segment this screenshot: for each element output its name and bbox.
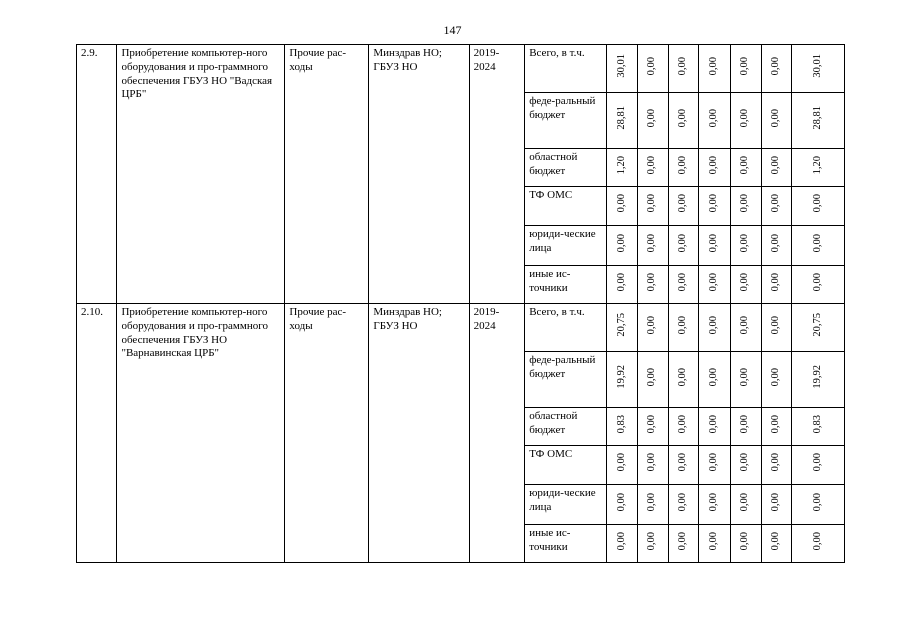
value-text: 30,01	[615, 54, 627, 78]
funding-source: ТФ ОМС	[525, 446, 607, 485]
value-text: 0,00	[770, 272, 782, 292]
value-cell	[699, 525, 730, 563]
value-text: 0,00	[811, 194, 823, 213]
value-text: 1,20	[811, 155, 823, 175]
value-text: 0,00	[646, 108, 658, 128]
value-cell	[699, 149, 730, 187]
total-value-cell	[792, 266, 845, 304]
value-text: 0,00	[770, 492, 782, 512]
total-value-cell	[792, 187, 845, 226]
value-text: 0,00	[615, 492, 627, 512]
value-text: 0,00	[708, 315, 720, 335]
value-cell	[668, 266, 698, 304]
value-text: 0,00	[615, 233, 627, 253]
value-cell	[699, 266, 730, 304]
period: 2019-2024	[469, 45, 525, 304]
funding-source: Всего, в т.ч.	[525, 45, 607, 93]
value-cell	[637, 266, 668, 304]
value-text: 0,00	[739, 367, 751, 387]
value-text: 0,00	[770, 56, 782, 76]
total-value-cell	[792, 446, 845, 485]
funding-source: областной бюджет	[525, 408, 607, 446]
value-text: 0,00	[708, 367, 720, 387]
value-cell	[607, 446, 637, 485]
total-value-cell	[792, 149, 845, 187]
total-value-cell	[792, 525, 845, 563]
value-text: 0,00	[811, 272, 823, 292]
value-cell	[637, 525, 668, 563]
value-cell	[637, 149, 668, 187]
value-cell	[668, 45, 698, 93]
value-text: 0,00	[770, 233, 782, 253]
value-cell	[668, 187, 698, 226]
value-cell	[730, 304, 761, 352]
value-cell	[668, 408, 698, 446]
value-text: 0,00	[646, 492, 658, 512]
value-cell	[607, 45, 637, 93]
value-text: 0,00	[677, 367, 689, 387]
value-text: 0,00	[739, 531, 751, 551]
value-text: 0,00	[708, 453, 720, 472]
value-cell	[637, 408, 668, 446]
value-cell	[607, 485, 637, 525]
value-cell	[730, 408, 761, 446]
value-text: 0,00	[770, 194, 782, 213]
value-text: 28,81	[811, 106, 823, 130]
value-text: 0,00	[677, 492, 689, 512]
value-cell	[761, 187, 791, 226]
value-cell	[761, 93, 791, 149]
period: 2019-2024	[469, 304, 525, 563]
value-text: 0,00	[708, 108, 720, 128]
value-text: 0,00	[646, 272, 658, 292]
value-text: 20,75	[811, 313, 823, 337]
value-cell	[607, 226, 637, 266]
value-text: 0,00	[646, 155, 658, 175]
value-cell	[607, 525, 637, 563]
value-cell	[761, 45, 791, 93]
value-cell	[730, 446, 761, 485]
value-cell	[730, 226, 761, 266]
value-cell	[607, 266, 637, 304]
value-cell	[699, 446, 730, 485]
value-cell	[668, 226, 698, 266]
value-cell	[607, 93, 637, 149]
value-text: 0,00	[739, 315, 751, 335]
value-text: 0,00	[708, 155, 720, 175]
value-text: 0,00	[677, 272, 689, 292]
value-text: 0,00	[646, 56, 658, 76]
value-cell	[761, 304, 791, 352]
value-cell	[637, 304, 668, 352]
value-cell	[730, 187, 761, 226]
value-cell	[761, 266, 791, 304]
value-text: 0,00	[770, 531, 782, 551]
value-text: 0,00	[677, 315, 689, 335]
value-text: 0,00	[615, 531, 627, 551]
value-text: 1,20	[615, 155, 627, 175]
value-cell	[699, 187, 730, 226]
value-cell	[668, 352, 698, 408]
value-cell	[668, 446, 698, 485]
table-row	[77, 45, 845, 93]
value-cell	[699, 304, 730, 352]
value-cell	[637, 187, 668, 226]
value-cell	[730, 149, 761, 187]
budget-table	[76, 44, 845, 563]
value-cell	[607, 149, 637, 187]
value-text: 0,00	[677, 531, 689, 551]
value-text: 0,00	[739, 272, 751, 292]
value-cell	[637, 446, 668, 485]
funding-source: иные ис-точники	[525, 525, 607, 563]
total-value-cell	[792, 304, 845, 352]
value-text: 20,75	[615, 313, 627, 337]
funding-source: юриди-ческие лица	[525, 485, 607, 525]
value-text: 0,00	[646, 233, 658, 253]
value-text: 0,00	[677, 56, 689, 76]
funding-source: Всего, в т.ч.	[525, 304, 607, 352]
value-text: 0,00	[770, 315, 782, 335]
funding-source: областной бюджет	[525, 149, 607, 187]
value-cell	[730, 266, 761, 304]
value-cell	[607, 304, 637, 352]
value-cell	[699, 93, 730, 149]
value-text: 28,81	[615, 106, 627, 130]
total-value-cell	[792, 408, 845, 446]
executor: Минздрав НО; ГБУЗ НО	[369, 45, 469, 304]
value-text: 0,00	[708, 233, 720, 253]
total-value-cell	[792, 45, 845, 93]
value-cell	[761, 149, 791, 187]
section-number: 2.9.	[77, 45, 117, 304]
value-text: 19,92	[615, 365, 627, 389]
value-text: 0,00	[739, 233, 751, 253]
value-cell	[699, 45, 730, 93]
value-cell	[607, 187, 637, 226]
value-cell	[637, 226, 668, 266]
value-text: 0,00	[770, 155, 782, 175]
value-cell	[730, 525, 761, 563]
value-cell	[730, 45, 761, 93]
value-cell	[668, 93, 698, 149]
total-value-cell	[792, 226, 845, 266]
value-text: 0,00	[708, 492, 720, 512]
value-text: 0,00	[615, 453, 627, 472]
value-text: 0,00	[615, 194, 627, 213]
value-text: 0,00	[708, 414, 720, 434]
value-text: 0,00	[739, 194, 751, 213]
value-cell	[761, 408, 791, 446]
value-cell	[699, 352, 730, 408]
value-text: 0,00	[646, 414, 658, 434]
total-value-cell	[792, 352, 845, 408]
value-text: 0,00	[708, 194, 720, 213]
funding-source: феде-ральный бюджет	[525, 93, 607, 149]
value-cell	[668, 485, 698, 525]
value-text: 0,00	[770, 453, 782, 472]
value-text: 0,00	[739, 453, 751, 472]
value-text: 0,00	[739, 492, 751, 512]
section-title: Приобретение компьютер-ного оборудования и про-граммного обеспечения ГБУЗ НО "Вадская ЦРБ"	[117, 45, 285, 304]
expense-type: Прочие рас-ходы	[285, 304, 369, 563]
value-text: 0,00	[739, 56, 751, 76]
value-cell	[761, 485, 791, 525]
value-text: 0,00	[811, 492, 823, 512]
value-cell	[730, 93, 761, 149]
total-value-cell	[792, 485, 845, 525]
value-text: 0,00	[646, 194, 658, 213]
value-cell	[761, 226, 791, 266]
value-text: 0,00	[677, 414, 689, 434]
value-cell	[761, 352, 791, 408]
table-row	[77, 304, 845, 352]
value-text: 0,00	[811, 453, 823, 472]
value-text: 30,01	[811, 54, 823, 78]
value-text: 0,00	[646, 315, 658, 335]
value-text: 0,00	[615, 272, 627, 292]
value-cell	[668, 149, 698, 187]
value-text: 0,00	[770, 367, 782, 387]
value-text: 0,00	[739, 108, 751, 128]
value-cell	[761, 446, 791, 485]
value-cell	[637, 45, 668, 93]
value-text: 0,00	[770, 414, 782, 434]
value-cell	[761, 525, 791, 563]
value-cell	[699, 485, 730, 525]
value-text: 0,00	[677, 233, 689, 253]
value-cell	[699, 226, 730, 266]
value-text: 0,00	[677, 155, 689, 175]
funding-source: феде-ральный бюджет	[525, 352, 607, 408]
section-title: Приобретение компьютер-ного оборудования и про-граммного обеспечения ГБУЗ НО "Варнавинская ЦРБ"	[117, 304, 285, 563]
value-cell	[730, 352, 761, 408]
section-number: 2.10.	[77, 304, 117, 563]
value-text: 0,00	[739, 414, 751, 434]
value-text: 0,00	[770, 108, 782, 128]
value-cell	[637, 93, 668, 149]
value-text: 0,00	[739, 155, 751, 175]
funding-source: иные ис-точники	[525, 266, 607, 304]
value-cell	[607, 352, 637, 408]
value-text: 0,83	[811, 414, 823, 434]
value-text: 0,00	[646, 453, 658, 472]
expense-type: Прочие рас-ходы	[285, 45, 369, 304]
value-cell	[637, 485, 668, 525]
total-value-cell	[792, 93, 845, 149]
value-text: 0,00	[677, 453, 689, 472]
value-text: 0,00	[811, 233, 823, 253]
page-number: 147	[443, 23, 462, 37]
value-cell	[699, 408, 730, 446]
value-cell	[730, 485, 761, 525]
executor: Минздрав НО; ГБУЗ НО	[369, 304, 469, 563]
value-text: 0,00	[708, 272, 720, 292]
value-text: 19,92	[811, 365, 823, 389]
value-text: 0,00	[646, 531, 658, 551]
value-cell	[668, 525, 698, 563]
value-text: 0,00	[677, 108, 689, 128]
value-cell	[668, 304, 698, 352]
value-text: 0,00	[811, 531, 823, 551]
funding-source: юриди-ческие лица	[525, 226, 607, 266]
value-text: 0,83	[615, 414, 627, 434]
value-cell	[607, 408, 637, 446]
value-text: 0,00	[677, 194, 689, 213]
funding-source: ТФ ОМС	[525, 187, 607, 226]
value-text: 0,00	[708, 531, 720, 551]
value-cell	[637, 352, 668, 408]
value-text: 0,00	[708, 56, 720, 76]
value-text: 0,00	[646, 367, 658, 387]
